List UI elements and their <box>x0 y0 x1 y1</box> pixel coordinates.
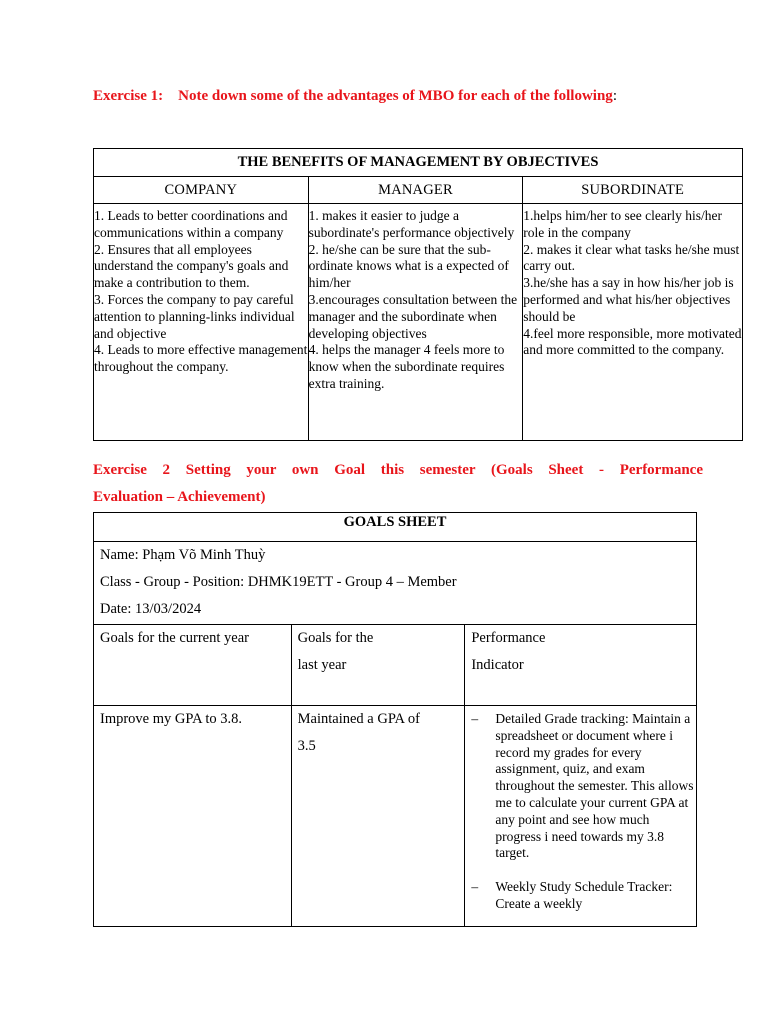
subordinate-benefit-item: 3.he/she has a say in how his/her job is performed and what his/her objectives should be <box>523 275 734 324</box>
header-current-year-label: Goals for the current year <box>100 630 249 646</box>
current-goal-text: Improve my GPA to 3.8. <box>100 711 243 727</box>
last-year-goal-line-2: 3.5 <box>297 738 316 754</box>
subordinate-benefits-cell <box>523 204 743 441</box>
current-goal-cell <box>94 706 292 927</box>
indicator-item: – Detailed Grade tracking: Maintain a spreadsheet or document where i record my grades for every assignment, quiz, and exam throughout the semester. This allows me to calculate your current GPA at any point and see how much progress i need towards my 3.8 target. <box>471 711 696 862</box>
sheet-date: Date: 13/03/2024 <box>100 601 202 617</box>
header-company: COMPANY <box>94 177 309 204</box>
company-benefit-item: 4. Leads to more effective management throughout the company. <box>94 342 308 375</box>
company-benefits-cell <box>94 204 309 441</box>
company-benefit-item: 1. Leads to better coordinations and communications within a company <box>94 208 288 240</box>
header-manager: MANAGER <box>308 177 523 204</box>
exercise-1-colon: : <box>612 88 617 104</box>
exercise-1-text: Note down some of the advantages of MBO for each of the following <box>178 88 613 104</box>
student-name: Name: Phạm Võ Minh Thuỳ <box>100 547 266 563</box>
goals-sheet-title: GOALS SHEET <box>94 513 697 542</box>
exercise-2-line-2: Evaluation – Achievement) <box>93 489 266 505</box>
exercise-2-title <box>93 457 703 511</box>
subordinate-benefit-item: 4.feel more responsible, more motivated and more committed to the company. <box>523 325 742 358</box>
goals-sheet-table <box>93 512 697 927</box>
last-year-goal-cell <box>291 706 465 927</box>
company-benefit-item: 3. Forces the company to pay careful attention to planning-links individual and objective <box>94 291 295 341</box>
student-info-cell <box>94 542 697 625</box>
manager-benefit-item: 4. helps the manager 4 feels more to know when the subordinate requires extra training. <box>308 342 505 391</box>
benefits-table <box>93 148 743 441</box>
manager-benefit-item: 3.encourages consultation between the manager and the subordinate when developing objectives <box>308 291 518 341</box>
header-performance-indicator <box>465 625 697 706</box>
header-current-year-goals <box>94 625 292 706</box>
last-year-goal-line-1: Maintained a GPA of <box>297 711 420 727</box>
manager-benefit-item: 2. he/she can be sure that the sub-ordinate knows what is a expected of him/her <box>308 241 509 291</box>
manager-benefits-cell <box>308 204 523 441</box>
exercise-1-title <box>93 88 617 105</box>
exercise-1-label: Exercise 1: <box>93 88 164 104</box>
subordinate-benefit-item: 1.helps him/her to see clearly his/her role in the company <box>523 208 722 240</box>
header-performance-line-1: Performance <box>471 630 546 646</box>
manager-benefit-item: 1. makes it easier to judge a subordinate's performance objectively <box>308 208 515 240</box>
student-class: Class - Group - Position: DHMK19ETT - Group 4 – Member <box>100 574 457 590</box>
header-performance-line-2: Indicator <box>471 657 524 673</box>
performance-indicator-cell <box>465 706 697 927</box>
company-benefit-item: 2. Ensures that all employees understand the company's goals and make a contribution to them. <box>94 241 289 291</box>
header-subordinate: SUBORDINATE <box>523 177 743 204</box>
exercise-2-line-1: Exercise 2 Setting your own Goal this semester (Goals Sheet - Performance <box>93 462 703 478</box>
header-last-year-goals <box>291 625 465 706</box>
subordinate-benefit-item: 2. makes it clear what tasks he/she must carry out. <box>523 241 740 274</box>
indicator-list <box>471 711 696 913</box>
header-last-year-line-2: last year <box>297 657 347 673</box>
benefits-table-title: THE BENEFITS OF MANAGEMENT BY OBJECTIVES <box>94 149 743 177</box>
header-last-year-line-1: Goals for the <box>297 630 374 646</box>
indicator-item: – Weekly Study Schedule Tracker: Create a weekly <box>471 879 696 913</box>
